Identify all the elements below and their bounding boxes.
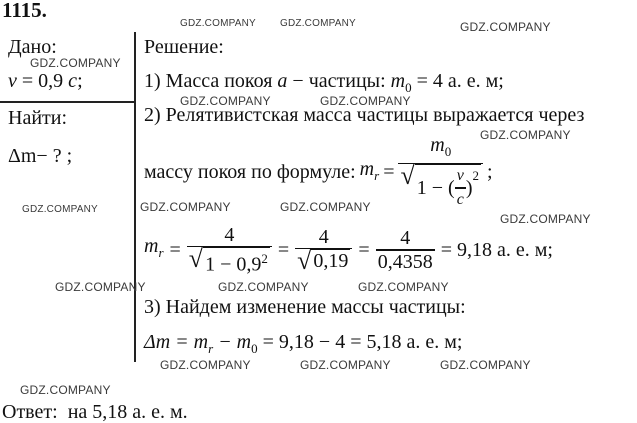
watermark: GDZ.COMPANY [500,212,591,226]
watermark: GDZ.COMPANY [320,94,411,108]
watermark: GDZ.COMPANY [460,20,551,34]
problem-number: 1115. [2,0,47,22]
find-expression: Δm− ? ; [8,145,73,167]
watermark: GDZ.COMPANY [280,200,371,214]
watermark: GDZ.COMPANY [160,358,251,372]
watermark: GDZ.COMPANY [218,280,309,294]
find-label: Найти: [8,107,68,129]
given-label: Дано: [8,36,57,58]
watermark: GDZ.COMPANY [20,383,111,397]
given-find-divider [0,101,134,103]
watermark: GDZ.COMPANY [30,56,121,70]
watermark: GDZ.COMPANY [22,204,98,215]
calculation: $m_r$ = 4 √ $1 - 0,9^2$ = 4 √ 0,19 = $\frac{4}{0,4358}$ = 9,18 а. е. м; [144,224,553,276]
step2-formula: массу покоя по формуле: $m_r$ = $m_0$ √ 1 − ( $\frac{v}{c}$ ) $^2$ ; [144,134,493,211]
given-velocity: v = 0,9 c; [8,70,83,92]
solution-label: Решение: [144,36,224,58]
mass-change: $\Delta m = m_r - m_0 = 9,18 - 4 = 5,18$ а. е. м; [144,331,463,356]
watermark: GDZ.COMPANY [140,200,231,214]
watermark: GDZ.COMPANY [300,358,391,372]
watermark: GDZ.COMPANY [180,94,271,108]
watermark: GDZ.COMPANY [480,128,571,142]
watermark: GDZ.COMPANY [358,280,449,294]
given-vertical-divider [134,32,136,362]
watermark: GDZ.COMPANY [440,358,531,372]
step2-line1: 2) Релятивистская масса частицы выражается через [144,104,585,126]
step3: 3) Найдем изменение массы частицы: [144,296,466,318]
answer: Ответ: на 5,18 а. е. м. [2,401,188,423]
watermark: GDZ.COMPANY [280,18,356,29]
watermark: GDZ.COMPANY [55,280,146,294]
watermark: GDZ.COMPANY [180,18,256,29]
step1: 1) Масса покоя a − частицы: $m_0 = 4$ а. е. м; [144,70,504,95]
